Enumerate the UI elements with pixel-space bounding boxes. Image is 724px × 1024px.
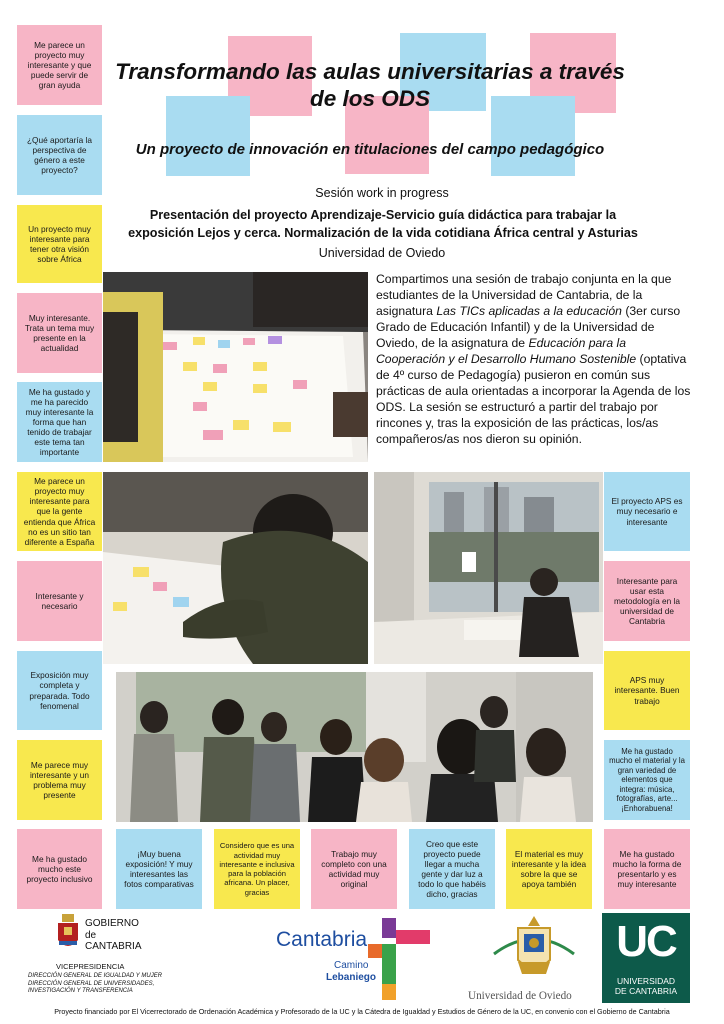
sticky-note: Me ha gustado y me ha parecido muy interesante la forma que han tenido de trabajar este tema tan importante	[17, 382, 102, 462]
logo-text: UC	[616, 917, 676, 966]
page-title: Transformando las aulas universitarias a través de los ODS	[115, 59, 625, 111]
logo-text: UNIVERSIDAD	[616, 976, 676, 986]
sticky-note: El proyecto APS es muy necesario e interesante	[604, 472, 690, 551]
sticky-note: Un proyecto muy interesante para tener otra visión sobre África	[17, 205, 102, 283]
sticky-note: Me ha gustado mucho este proyecto inclusivo	[17, 829, 102, 909]
photo-window-room	[374, 472, 603, 664]
logo-text: Camino	[334, 960, 369, 971]
logo-text-block	[602, 976, 690, 996]
logo-text: DIRECCIÓN GENERAL DE UNIVERSIDADES, INVESTIGACIÓN Y TRANSFERENCIA	[28, 980, 155, 994]
sticky-note: Me parece un proyecto muy interesante para que la gente entienda que África no es un sitio tan diferente a España	[17, 472, 102, 551]
sticky-note: Me parece un proyecto muy interesante y que puede servir de gran ayuda	[17, 25, 102, 105]
gobierno-directorates	[28, 973, 188, 996]
logo-text: Lebaniego	[326, 972, 377, 983]
sticky-note: Trabajo muy completo con una actividad muy original	[311, 829, 397, 909]
gobierno-cantabria-logo	[85, 918, 142, 953]
logo-text: de	[85, 929, 97, 941]
sticky-note: Interesante y necesario	[17, 561, 102, 641]
project-description	[376, 272, 698, 448]
session-label: Sesión work in progress	[315, 186, 449, 200]
logo-text: CANTABRIA	[85, 941, 142, 952]
logo-text: Cantabria	[276, 928, 368, 951]
sticky-note: APS muy interesante. Buen trabajo	[604, 651, 690, 730]
sticky-note: ¿Qué aportaría la perspectiva de género a este proyecto?	[17, 115, 102, 195]
oviedo-logo-text: Universidad de Oviedo	[468, 990, 572, 1002]
photo-student-writing	[103, 472, 368, 664]
sticky-note: Exposición muy completa y preparada. Todo fenomenal	[17, 651, 102, 730]
logo-text: DE CANTABRIA	[614, 986, 678, 997]
cantabria-camino-lebaniego-logo	[276, 918, 436, 1002]
funding-footer: Proyecto financiado por El Vicerrectorado de Ordenación Académica y Profesorado de la UC y la Cátedra de Igualdad y Estudios de Género de la UC, en convenio con el Gobierno de Cantabria	[54, 1007, 670, 1016]
logo-text: GOBIERNO	[85, 918, 139, 929]
description-text: (optativa de 4º curso de Pedagogía) pusieron en común sus prácticas de aula orientadas a incorporar la Agenda de los ODS. La sesión se estructuró a partir del trabajo por rincones y, tras la exposición de las prácticas, los/as compañeros/as nos dieron su opinión.	[376, 351, 691, 446]
session-headline: Presentación del proyecto Aprendizaje-Servicio guía didáctica para trabajar la exposición Lejos y cerca. Normalización de la vida cotidiana África central y Asturias	[128, 208, 638, 241]
sticky-note: Me parece muy interesante y un problema muy presente	[17, 740, 102, 820]
description-text: (3er curso Grado de Educación Infantil) y de la Universidad de Oviedo, de la asignatura de	[376, 303, 681, 350]
sticky-note: Muy interesante. Trata un tema muy presente en la actualidad	[17, 293, 102, 373]
sticky-note: Interesante para usar esta metodología en la universidad de Cantabria	[604, 561, 690, 641]
universidad-oviedo-seal	[488, 914, 580, 984]
session-university: Universidad de Oviedo	[318, 246, 446, 260]
gobierno-dept: VICEPRESIDENCIA	[56, 962, 125, 971]
sticky-note: Considero que es una actividad muy interesante e inclusiva para la población africana. Un placer, gracias	[214, 829, 300, 909]
sticky-note: Creo que este proyecto puede llegar a mucha gente y dar luz a todo lo que habéis dicho, gracias	[409, 829, 495, 909]
description-text: Compartimos una sesión de trabajo conjunta en la que estudiantes de la Universidad de Cantabria, de la asignatura	[376, 272, 672, 318]
logo-text: DIRECCIÓN GENERAL DE IGUALDAD Y MUJER	[28, 973, 163, 979]
sticky-note: Me ha gustado mucho el material y la gran variedad de elementos que integra: música, fotografías, arte... ¡Enhorabuena!	[604, 740, 690, 820]
photo-table-sticky-notes	[103, 272, 368, 462]
course-name: Las TICs aplicadas a la educación	[436, 303, 622, 318]
sticky-note: Me ha gustado mucho la forma de presentarlo y es muy interesante	[604, 829, 690, 909]
sticky-note: El material es muy interesante y la idea sobre la que se apoya también	[506, 829, 592, 909]
gobierno-cantabria-shield-icon	[56, 914, 80, 954]
page-subtitle: Un proyecto de innovación en titulaciones del campo pedagógico	[135, 141, 605, 158]
sticky-note: ¡Muy buena exposición! Y muy interesantes las fotos comparativas	[116, 829, 202, 909]
photo-group-standing	[116, 672, 593, 822]
course-name: Educación para la Cooperación y el Desarrollo Humano Sostenible	[376, 335, 637, 366]
universidad-cantabria-logo	[602, 913, 690, 1003]
